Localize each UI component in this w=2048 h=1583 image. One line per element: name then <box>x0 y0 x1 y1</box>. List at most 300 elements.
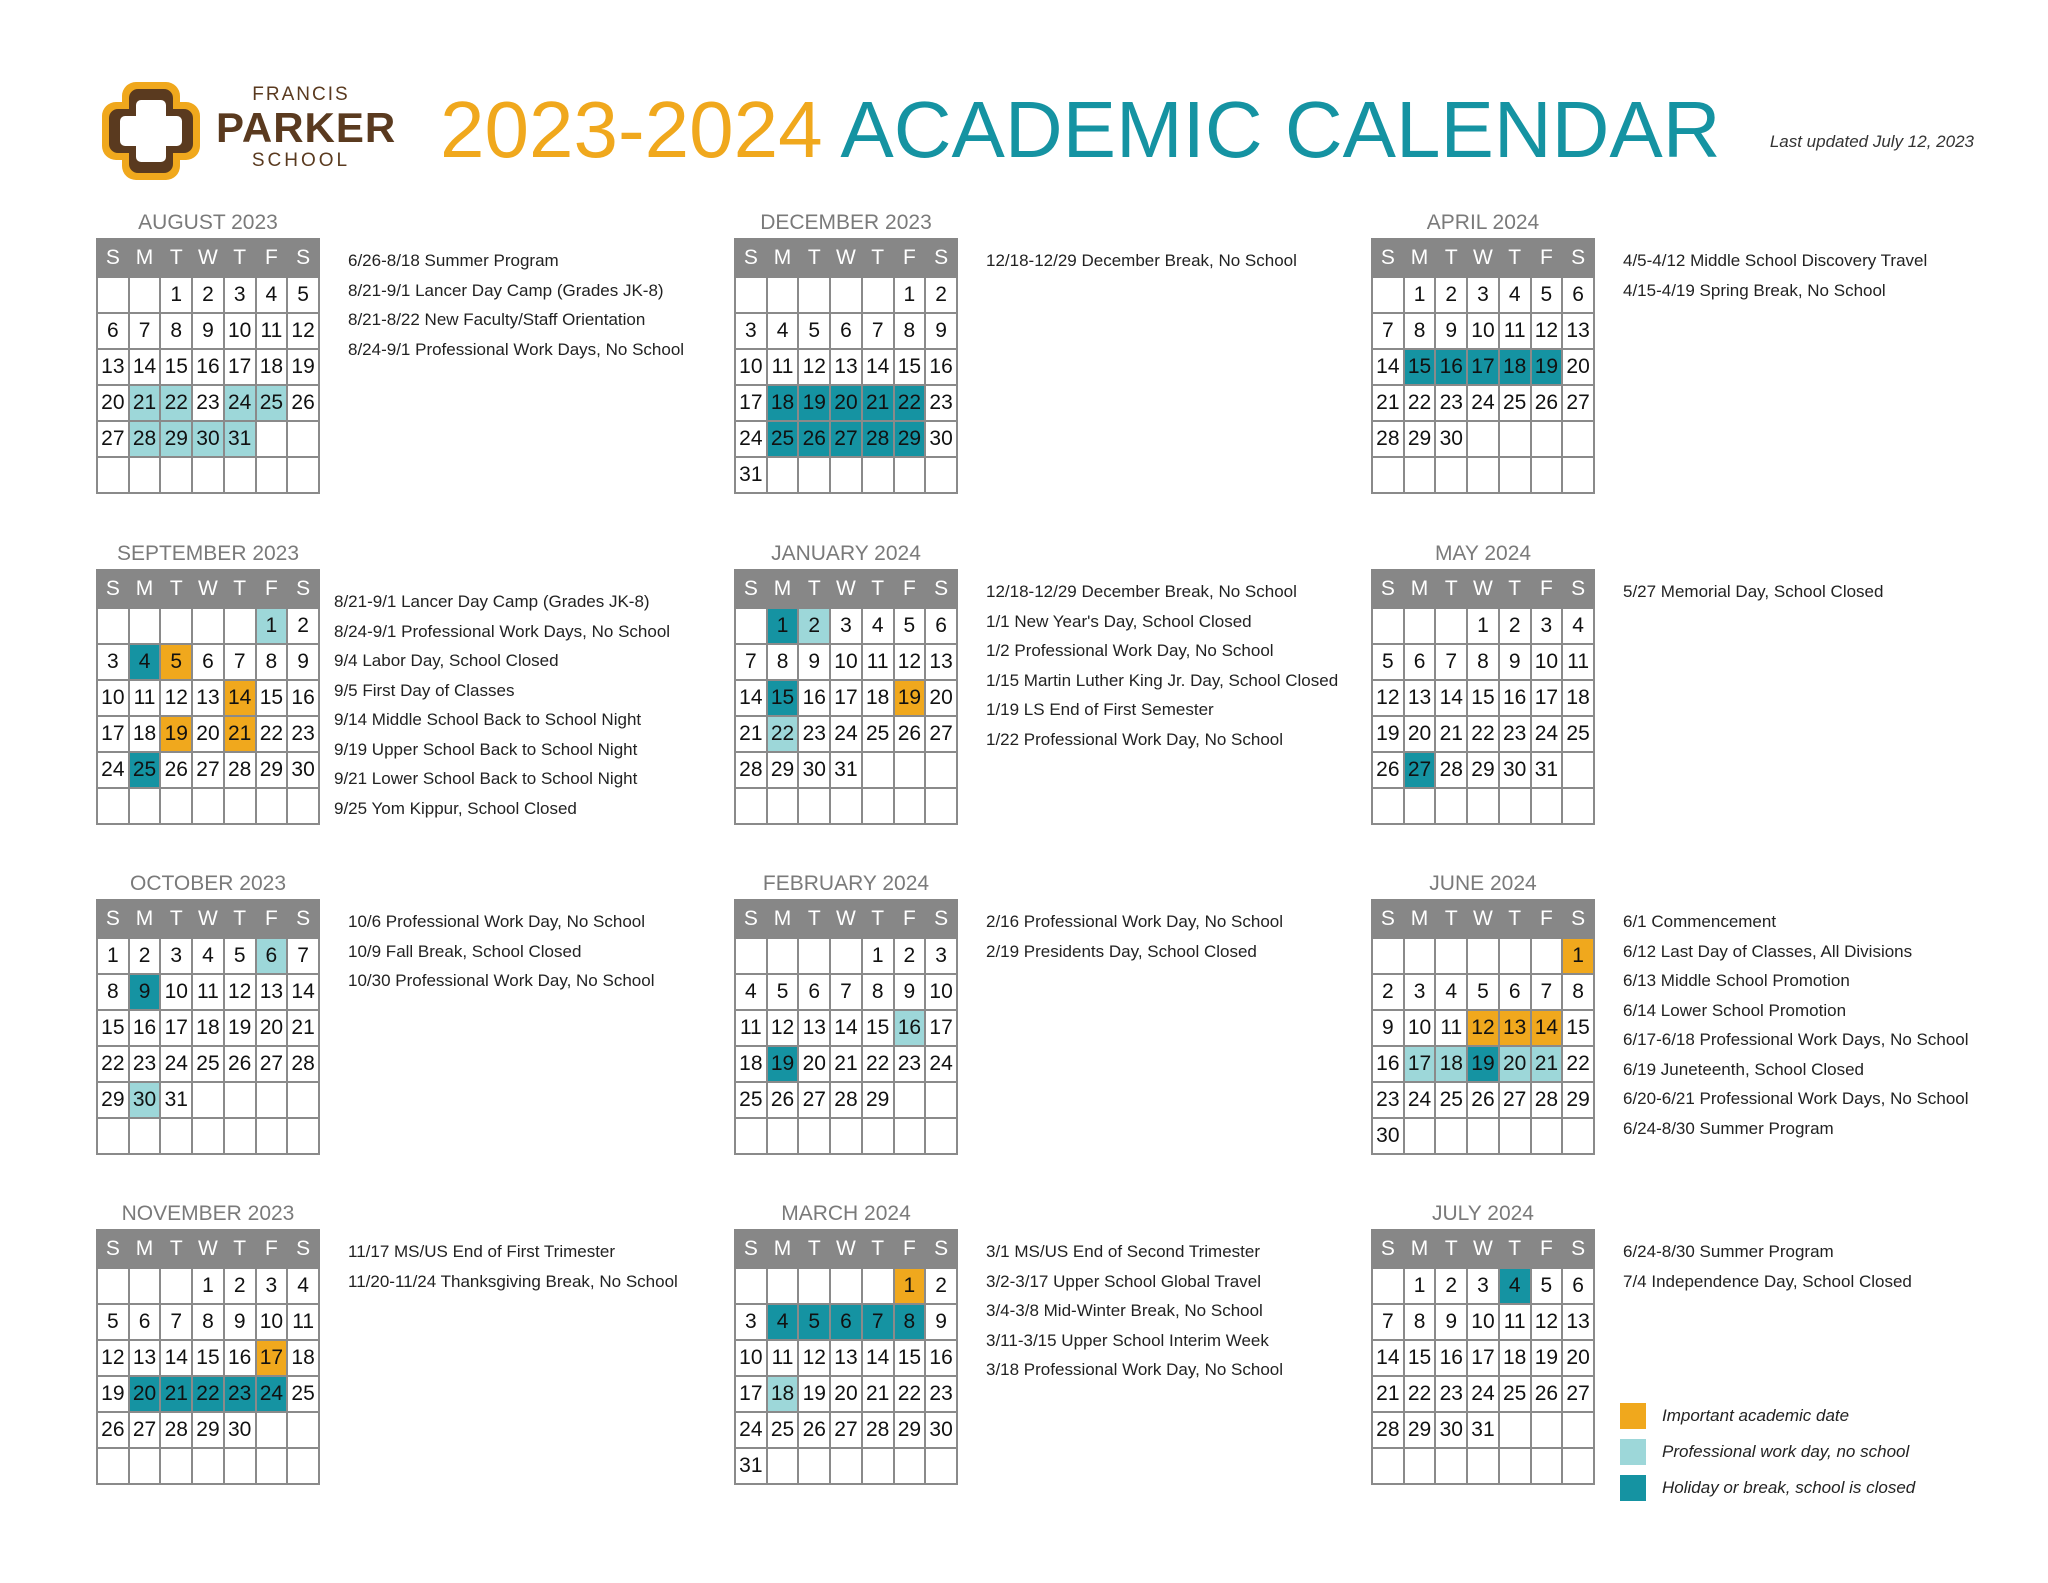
day-cell: 1 <box>1562 938 1594 974</box>
day-cell: 19 <box>1531 349 1563 385</box>
day-cell <box>1562 421 1594 457</box>
week-row <box>97 1118 319 1154</box>
event-item: 3/4-3/8 Mid-Winter Break, No School <box>986 1301 1263 1320</box>
day-cell <box>1531 1412 1563 1448</box>
event-item: 6/26-8/18 Summer Program <box>348 251 559 270</box>
month-events <box>986 577 1386 754</box>
weekday-label: T <box>862 239 894 277</box>
event-item: 2/16 Professional Work Day, No School <box>986 912 1284 931</box>
day-cell: 17 <box>1467 1340 1499 1376</box>
week-row <box>735 1448 957 1484</box>
day-cell <box>925 457 957 493</box>
event-item: 6/19 Juneteenth, School Closed <box>1623 1059 1865 1079</box>
day-cell: 5 <box>97 1304 129 1340</box>
week-row <box>1372 644 1594 680</box>
day-cell: 30 <box>1435 1412 1467 1448</box>
weekday-label: T <box>224 239 256 277</box>
day-cell: 22 <box>767 716 799 752</box>
logo-line-parker: PARKER <box>216 104 397 151</box>
event-item: 7/4 Independence Day, School Closed <box>1623 1271 1912 1291</box>
event-item: 9/25 Yom Kippur, School Closed <box>334 798 577 818</box>
day-cell: 2 <box>1435 1268 1467 1304</box>
day-cell: 16 <box>129 1010 161 1046</box>
day-cell: 2 <box>1499 608 1531 644</box>
month-events <box>986 907 1386 966</box>
day-cell <box>1372 277 1404 313</box>
day-cell: 2 <box>129 938 161 974</box>
weekday-label: W <box>1467 1230 1499 1268</box>
day-cell: 29 <box>1562 1082 1594 1118</box>
day-cell <box>1372 608 1404 644</box>
day-cell: 12 <box>1531 1304 1563 1340</box>
day-cell: 31 <box>160 1082 192 1118</box>
day-cell: 6 <box>1562 1268 1594 1304</box>
day-cell: 14 <box>129 349 161 385</box>
month-calendar <box>1371 871 1595 1155</box>
event-item: 5/27 Memorial Day, School Closed <box>1623 582 1884 601</box>
week-row <box>735 1376 957 1412</box>
day-cell: 3 <box>830 608 862 644</box>
day-cell: 11 <box>129 680 161 716</box>
month-table <box>1371 569 1595 825</box>
day-cell: 6 <box>798 974 830 1010</box>
day-cell: 25 <box>1499 385 1531 421</box>
week-row <box>735 974 957 1010</box>
week-row <box>735 277 957 313</box>
day-cell <box>862 1448 894 1484</box>
week-row <box>97 349 319 385</box>
event-item: 1/19 LS End of First Semester <box>986 700 1214 719</box>
day-cell <box>1372 457 1404 493</box>
day-cell: 28 <box>735 752 767 788</box>
day-cell <box>862 1268 894 1304</box>
weekday-label: T <box>798 570 830 608</box>
day-cell: 25 <box>862 716 894 752</box>
day-cell: 30 <box>925 421 957 457</box>
event-item: 8/21-8/22 New Faculty/Staff Orientation <box>348 310 646 329</box>
day-cell: 2 <box>224 1268 256 1304</box>
weekday-label: T <box>1499 1230 1531 1268</box>
day-cell: 11 <box>862 644 894 680</box>
day-cell: 4 <box>129 644 161 680</box>
day-cell: 22 <box>862 1046 894 1082</box>
day-cell: 11 <box>1499 1304 1531 1340</box>
month-calendar <box>734 1201 958 1485</box>
day-cell: 6 <box>256 938 288 974</box>
weekday-label: T <box>862 1230 894 1268</box>
month-table <box>96 238 320 494</box>
day-cell: 23 <box>925 385 957 421</box>
weekday-label: F <box>256 900 288 938</box>
day-cell: 3 <box>256 1268 288 1304</box>
day-cell <box>1531 938 1563 974</box>
day-cell: 15 <box>1562 1010 1594 1046</box>
day-cell <box>767 938 799 974</box>
month-name: APRIL 2024 <box>1426 211 1540 234</box>
event-item: 4/5-4/12 Middle School Discovery Travel <box>1623 251 1928 270</box>
day-cell: 15 <box>97 1010 129 1046</box>
weekday-label: W <box>1467 570 1499 608</box>
day-cell <box>1531 788 1563 824</box>
week-row <box>735 1340 957 1376</box>
month-calendar <box>734 871 958 1155</box>
weekday-label: F <box>256 239 288 277</box>
day-cell <box>1499 1118 1531 1154</box>
day-cell: 27 <box>129 1412 161 1448</box>
month-events <box>1623 246 2023 305</box>
day-cell: 5 <box>224 938 256 974</box>
week-row <box>1372 1304 1594 1340</box>
week-row <box>97 788 319 824</box>
day-cell: 13 <box>97 349 129 385</box>
day-cell: 30 <box>129 1082 161 1118</box>
day-cell <box>192 1082 224 1118</box>
day-cell: 5 <box>287 277 319 313</box>
weekday-label: F <box>256 1230 288 1268</box>
day-cell: 10 <box>830 644 862 680</box>
day-cell: 26 <box>1372 752 1404 788</box>
weekday-label: S <box>287 570 319 608</box>
day-cell: 9 <box>894 974 926 1010</box>
day-cell: 16 <box>1435 349 1467 385</box>
week-row <box>97 974 319 1010</box>
day-cell: 2 <box>925 1268 957 1304</box>
event-item: 8/24-9/1 Professional Work Days, No School <box>334 621 671 641</box>
day-cell <box>1372 1268 1404 1304</box>
day-cell <box>1499 457 1531 493</box>
day-cell: 25 <box>735 1082 767 1118</box>
day-cell: 21 <box>224 716 256 752</box>
day-cell <box>1404 608 1436 644</box>
weekday-header-row <box>1372 570 1594 608</box>
day-cell: 7 <box>735 644 767 680</box>
day-cell: 26 <box>894 716 926 752</box>
week-row <box>735 1118 957 1154</box>
day-cell: 20 <box>830 385 862 421</box>
day-cell: 14 <box>224 680 256 716</box>
day-cell: 13 <box>798 1010 830 1046</box>
day-cell: 25 <box>192 1046 224 1082</box>
day-cell <box>129 788 161 824</box>
event-item: 6/20-6/21 Professional Work Days, No School <box>1623 1089 1969 1108</box>
weekday-label: T <box>862 900 894 938</box>
day-cell: 13 <box>1499 1010 1531 1046</box>
day-cell: 23 <box>798 716 830 752</box>
day-cell: 5 <box>1531 277 1563 313</box>
day-cell: 6 <box>192 644 224 680</box>
month-name: JANUARY 2024 <box>771 542 921 565</box>
week-row <box>97 277 319 313</box>
day-cell <box>192 788 224 824</box>
day-cell: 28 <box>1435 752 1467 788</box>
day-cell <box>767 277 799 313</box>
day-cell <box>830 1118 862 1154</box>
day-cell: 11 <box>767 349 799 385</box>
day-cell <box>192 457 224 493</box>
weekday-label: T <box>1499 570 1531 608</box>
week-row <box>97 1010 319 1046</box>
week-row <box>735 1268 957 1304</box>
day-cell: 14 <box>735 680 767 716</box>
day-cell: 13 <box>830 1340 862 1376</box>
day-cell: 9 <box>1499 644 1531 680</box>
day-cell: 13 <box>1404 680 1436 716</box>
day-cell: 12 <box>767 1010 799 1046</box>
day-cell: 12 <box>1467 1010 1499 1046</box>
week-row <box>735 1412 957 1448</box>
week-row <box>97 1376 319 1412</box>
day-cell: 28 <box>129 421 161 457</box>
day-cell <box>287 788 319 824</box>
day-cell: 29 <box>767 752 799 788</box>
event-item: 6/1 Commencement <box>1623 912 1777 931</box>
weekday-label: T <box>862 570 894 608</box>
weekday-label: S <box>287 900 319 938</box>
day-cell: 3 <box>1467 1268 1499 1304</box>
day-cell <box>735 1268 767 1304</box>
day-cell: 25 <box>1499 1376 1531 1412</box>
day-cell: 5 <box>1467 974 1499 1010</box>
logo-line-school: SCHOOL <box>251 150 351 171</box>
event-item: 10/6 Professional Work Day, No School <box>348 912 646 931</box>
week-row <box>735 788 957 824</box>
event-item: 8/24-9/1 Professional Work Days, No School <box>348 339 685 359</box>
day-cell <box>767 1268 799 1304</box>
month-events <box>348 907 748 996</box>
day-cell: 15 <box>1404 1340 1436 1376</box>
week-row <box>97 1340 319 1376</box>
week-row <box>1372 1118 1594 1154</box>
week-row <box>1372 421 1594 457</box>
weekday-label: S <box>1372 1230 1404 1268</box>
month-table <box>734 238 958 494</box>
day-cell: 2 <box>192 277 224 313</box>
day-cell <box>160 1118 192 1154</box>
day-cell: 15 <box>1404 349 1436 385</box>
week-row <box>735 1046 957 1082</box>
day-cell: 1 <box>256 608 288 644</box>
day-cell: 30 <box>287 752 319 788</box>
legend-item-holiday <box>1620 1470 1915 1506</box>
day-cell <box>129 277 161 313</box>
day-cell: 24 <box>1404 1082 1436 1118</box>
day-cell <box>1435 1448 1467 1484</box>
week-row <box>1372 974 1594 1010</box>
weekday-label: F <box>894 1230 926 1268</box>
day-cell: 22 <box>894 385 926 421</box>
weekday-label: S <box>735 570 767 608</box>
day-cell: 7 <box>129 313 161 349</box>
day-cell: 16 <box>1372 1046 1404 1082</box>
day-cell: 1 <box>160 277 192 313</box>
weekday-label: S <box>287 1230 319 1268</box>
day-cell: 27 <box>925 716 957 752</box>
day-cell <box>224 1118 256 1154</box>
day-cell: 23 <box>1435 1376 1467 1412</box>
day-cell: 24 <box>256 1376 288 1412</box>
day-cell <box>830 1268 862 1304</box>
day-cell: 10 <box>925 974 957 1010</box>
day-cell <box>925 752 957 788</box>
day-cell: 23 <box>1499 716 1531 752</box>
day-cell: 23 <box>1435 385 1467 421</box>
event-item: 1/15 Martin Luther King Jr. Day, School Closed <box>986 670 1339 690</box>
day-cell: 29 <box>256 752 288 788</box>
day-cell: 7 <box>224 644 256 680</box>
day-cell: 17 <box>925 1010 957 1046</box>
weekday-label: W <box>192 1230 224 1268</box>
day-cell: 27 <box>256 1046 288 1082</box>
day-cell: 6 <box>129 1304 161 1340</box>
month-table <box>96 899 320 1155</box>
day-cell: 14 <box>1531 1010 1563 1046</box>
day-cell <box>830 938 862 974</box>
day-cell: 7 <box>1372 313 1404 349</box>
week-row <box>735 1010 957 1046</box>
day-cell: 16 <box>1435 1340 1467 1376</box>
day-cell: 20 <box>1404 716 1436 752</box>
weekday-label: T <box>224 900 256 938</box>
day-cell <box>97 457 129 493</box>
day-cell: 1 <box>862 938 894 974</box>
day-cell <box>129 1268 161 1304</box>
day-cell: 1 <box>894 277 926 313</box>
month-name: NOVEMBER 2023 <box>121 1202 295 1225</box>
day-cell: 13 <box>1562 1304 1594 1340</box>
day-cell: 7 <box>160 1304 192 1340</box>
day-cell: 23 <box>287 716 319 752</box>
day-cell: 12 <box>224 974 256 1010</box>
day-cell <box>1531 421 1563 457</box>
day-cell: 15 <box>1467 680 1499 716</box>
day-cell: 3 <box>160 938 192 974</box>
day-cell: 4 <box>192 938 224 974</box>
event-item: 11/17 MS/US End of First Trimester <box>348 1242 616 1261</box>
weekday-label: T <box>798 239 830 277</box>
day-cell: 20 <box>1499 1046 1531 1082</box>
week-row <box>1372 1010 1594 1046</box>
day-cell: 7 <box>862 313 894 349</box>
month-table <box>734 569 958 825</box>
day-cell: 23 <box>925 1376 957 1412</box>
day-cell: 7 <box>830 974 862 1010</box>
day-cell: 19 <box>767 1046 799 1082</box>
day-cell: 16 <box>925 1340 957 1376</box>
day-cell <box>129 457 161 493</box>
day-cell: 9 <box>192 313 224 349</box>
day-cell: 15 <box>192 1340 224 1376</box>
day-cell: 21 <box>1372 385 1404 421</box>
weekday-label: T <box>1435 900 1467 938</box>
day-cell: 7 <box>1372 1304 1404 1340</box>
day-cell <box>862 457 894 493</box>
day-cell: 16 <box>1499 680 1531 716</box>
event-item: 10/30 Professional Work Day, No School <box>348 971 655 990</box>
day-cell <box>1499 1448 1531 1484</box>
week-row <box>735 1082 957 1118</box>
weekday-header-row <box>735 570 957 608</box>
day-cell: 9 <box>224 1304 256 1340</box>
weekday-label: T <box>1435 239 1467 277</box>
day-cell: 5 <box>1372 644 1404 680</box>
day-cell <box>735 788 767 824</box>
day-cell <box>129 1118 161 1154</box>
day-cell: 8 <box>894 313 926 349</box>
day-cell: 9 <box>129 974 161 1010</box>
day-cell: 9 <box>287 644 319 680</box>
month-name: SEPTEMBER 2023 <box>116 542 300 565</box>
weekday-label: F <box>894 239 926 277</box>
day-cell <box>287 1118 319 1154</box>
weekday-label: S <box>735 1230 767 1268</box>
day-cell <box>798 938 830 974</box>
day-cell <box>97 1118 129 1154</box>
day-cell: 3 <box>224 277 256 313</box>
day-cell: 8 <box>97 974 129 1010</box>
day-cell <box>1467 421 1499 457</box>
day-cell: 7 <box>862 1304 894 1340</box>
day-cell <box>925 1082 957 1118</box>
weekday-label: M <box>767 239 799 277</box>
month-calendar <box>734 210 958 494</box>
day-cell: 4 <box>862 608 894 644</box>
day-cell: 12 <box>160 680 192 716</box>
week-row <box>1372 1046 1594 1082</box>
day-cell: 16 <box>925 349 957 385</box>
day-cell: 27 <box>798 1082 830 1118</box>
day-cell <box>735 938 767 974</box>
event-item: 9/19 Upper School Back to School Night <box>334 739 638 759</box>
day-cell: 27 <box>97 421 129 457</box>
day-cell: 20 <box>798 1046 830 1082</box>
week-row <box>97 1268 319 1304</box>
weekday-label: T <box>1499 239 1531 277</box>
day-cell: 30 <box>1435 421 1467 457</box>
day-cell: 1 <box>1404 1268 1436 1304</box>
day-cell: 12 <box>97 1340 129 1376</box>
day-cell: 5 <box>798 313 830 349</box>
day-cell: 29 <box>160 421 192 457</box>
weekday-label: W <box>1467 900 1499 938</box>
day-cell: 29 <box>1404 421 1436 457</box>
day-cell <box>798 1268 830 1304</box>
day-cell: 16 <box>287 680 319 716</box>
week-row <box>1372 1448 1594 1484</box>
day-cell <box>1467 1448 1499 1484</box>
day-cell: 21 <box>830 1046 862 1082</box>
day-cell: 30 <box>1499 752 1531 788</box>
day-cell: 24 <box>735 1412 767 1448</box>
weekday-label: S <box>735 900 767 938</box>
day-cell <box>894 752 926 788</box>
day-cell: 16 <box>894 1010 926 1046</box>
day-cell: 5 <box>798 1304 830 1340</box>
week-row <box>97 938 319 974</box>
day-cell: 28 <box>1531 1082 1563 1118</box>
week-row <box>97 457 319 493</box>
day-cell <box>1562 1448 1594 1484</box>
day-cell <box>830 1448 862 1484</box>
day-cell: 2 <box>1435 277 1467 313</box>
week-row <box>1372 277 1594 313</box>
event-item: 3/1 MS/US End of Second Trimester <box>986 1242 1261 1261</box>
week-row <box>97 421 319 457</box>
event-item: 6/12 Last Day of Classes, All Divisions <box>1623 941 1913 961</box>
day-cell: 17 <box>1531 680 1563 716</box>
day-cell: 27 <box>192 752 224 788</box>
week-row <box>97 1412 319 1448</box>
week-row <box>1372 1376 1594 1412</box>
